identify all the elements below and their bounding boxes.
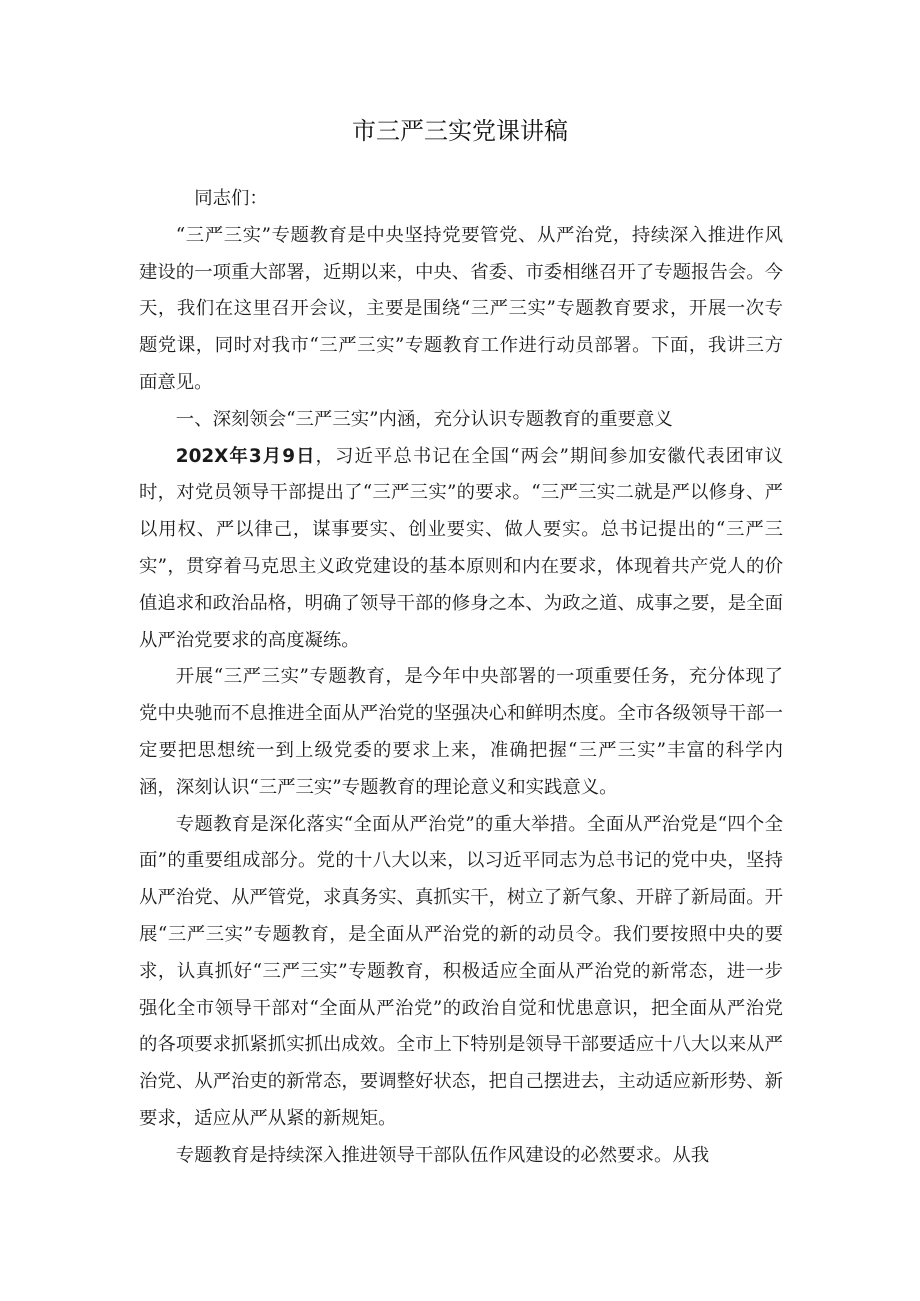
paragraph-date <box>139 439 783 660</box>
paragraph-date-body: ，习近平总书记在全国“两会”期间参加安徽代表团审议时，对党员领导干部提出了“三严三实”的要求。“三严三实二就是严以修身、严以用权、严以律己，谋事要实、创业要实、做人要实。总书记提出的“三严三实”，贯穿着马克思主义政党建设的基本原则和内在要求，体现着共产党人的价值追求和政治品格，明确了领导干部的修身之本、为政之道、成事之要，是全面从严治党要求的高度凝练。 <box>139 445 783 651</box>
paragraph-intro: “三严三实”专题教育是中央坚持党要管党、从严治党，持续深入推进作风建设的一项重大部署，近期以来，中央、省委、市委相继召开了专题报告会。今天，我们在这里召开会议，主要是围绕“三严三实”专题教育要求，开展一次专题党课，同时对我市“三严三实”专题教育工作进行动员部署。下面，我讲三方面意见。 <box>139 224 783 393</box>
date-text: 202X年3月9日 <box>175 445 316 467</box>
paragraph-task: 开展“三严三实”专题教育，是今年中央部署的一项重要任务，充分体现了党中央驰而不息推进全面从严治党的坚强决心和鲜明杰度。全市各级领导干部一定要把思想统一到上级党委的要求上来，准确把握“三严三实”丰富的科学内涵，深刻认识“三严三实”专题教育的理论意义和实践意义。 <box>139 666 783 798</box>
document-body <box>139 181 783 1175</box>
paragraph-measure: 专题教育是深化落实“全面从严治党”的重大举措。全面从严治党是“四个全面”的重要组成部分。党的十八大以来，以习近平同志为总书记的党中央，坚持从严治党、从严管党，求真务实、真抓实干，树立了新气象、开辟了新局面。开展“三严三实”专题教育，是全面从严治党的新的动员令。我们要按照中央的要求，认真抓好“三严三实”专题教育，积极适应全面从严治党的新常态，进一步强化全市领导干部对“全面从严治党”的政治自觉和忧患意识，把全面从严治党的各项要求抓紧抓实抓出成效。全市上下特别是领导干部要适应十八大以来从严治党、从严治吏的新常态，要调整好状态，把自己摆进去，主动适应新形势、新要求，适应从严从紧的新规矩。 <box>139 813 783 1129</box>
section-heading-1: 一、深刻领会“三严三实”内涵，充分认识专题教育的重要意义 <box>175 408 673 430</box>
paragraph-style: 专题教育是持续深入推进领导干部队伍作风建设的必然要求。从我 <box>175 1144 710 1166</box>
document-title: 市三严三实党课讲稿 <box>352 117 568 145</box>
greeting: 同志们： <box>194 188 268 209</box>
